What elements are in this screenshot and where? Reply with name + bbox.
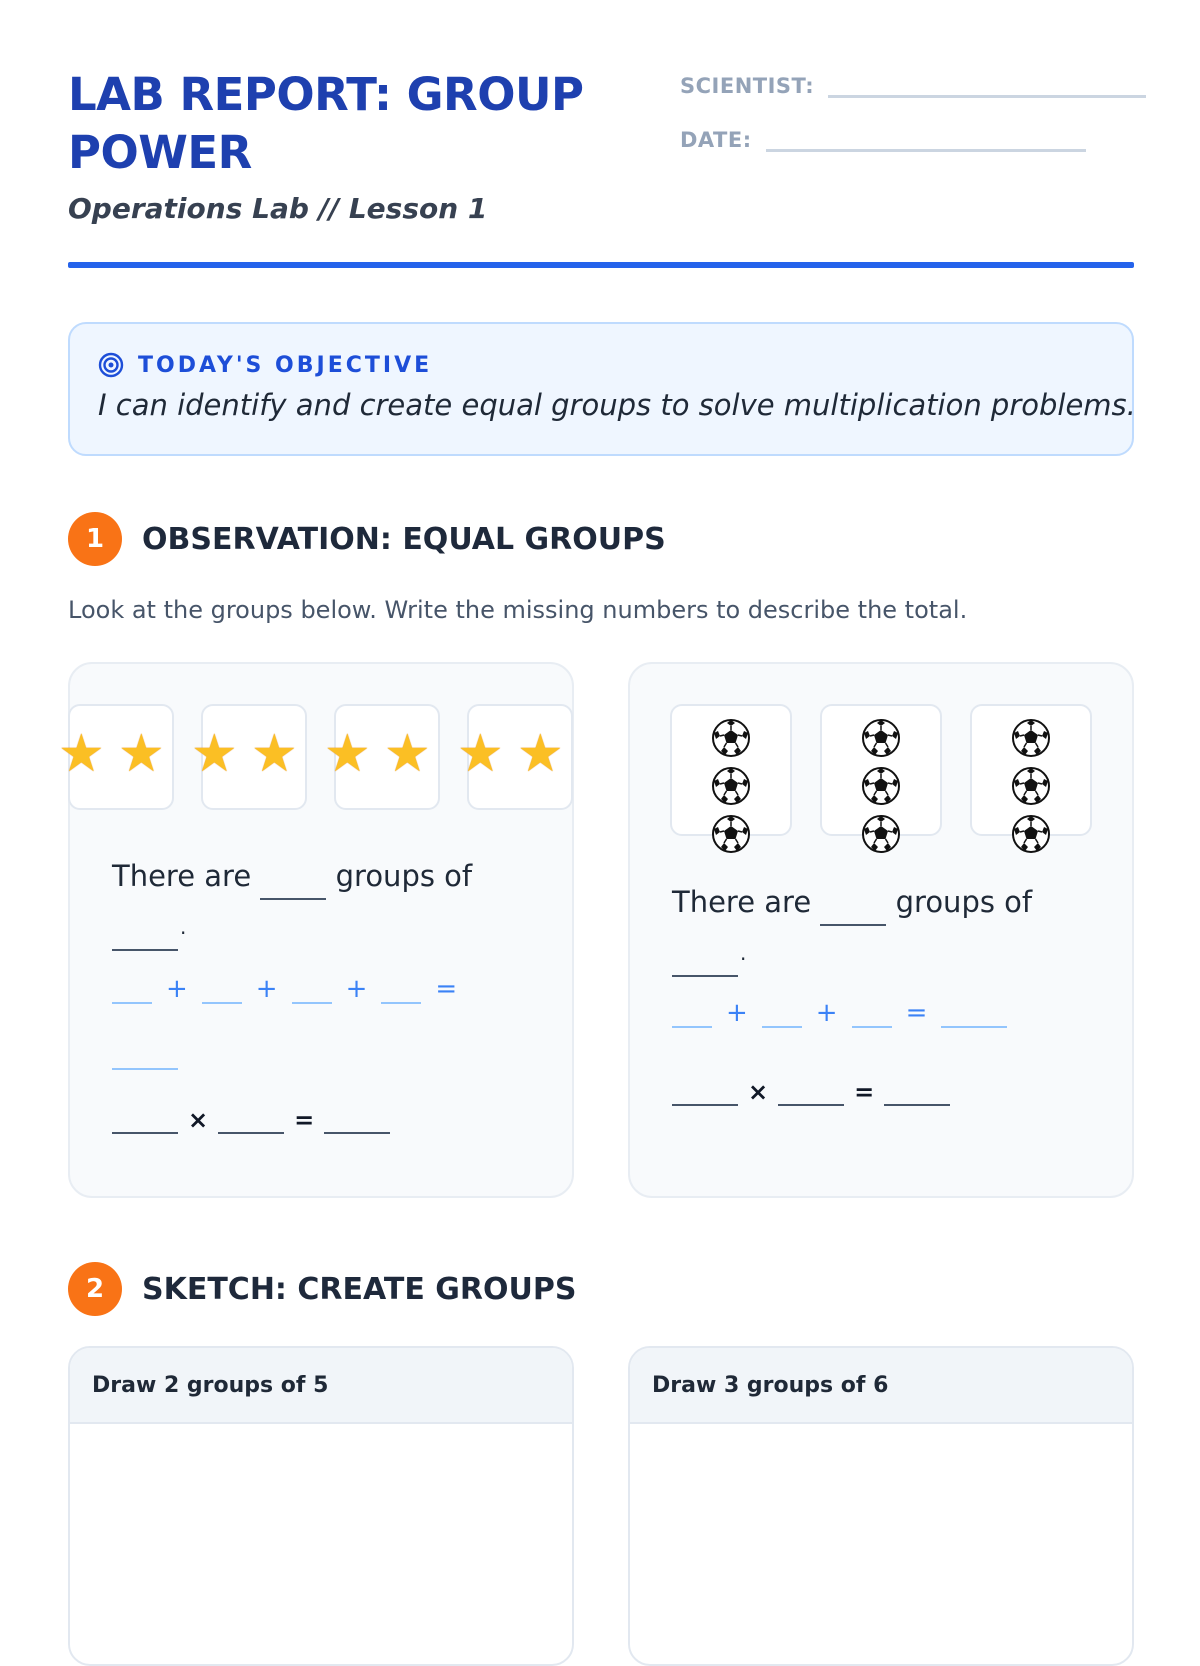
observation-card-balls <box>628 662 1134 1198</box>
plus-sign: + <box>166 974 188 1004</box>
soccer-ball-icon <box>1011 814 1051 854</box>
sketch-box-2 <box>628 1346 1134 1666</box>
star-group-box <box>191 704 307 810</box>
header-rule <box>68 262 1134 268</box>
ball-group-box <box>670 704 792 836</box>
soccer-ball-icon <box>1011 718 1051 758</box>
star-icon: ★ <box>457 724 504 784</box>
plus-sign: + <box>726 998 748 1028</box>
sentence-end: . <box>740 941 747 965</box>
objective-header <box>98 352 432 378</box>
star-icon: ★ <box>384 724 431 784</box>
addend-blank[interactable] <box>672 998 712 1028</box>
addend-blank[interactable] <box>852 998 892 1028</box>
multiplication-row <box>112 1104 390 1134</box>
section-title: SKETCH: CREATE GROUPS <box>142 1271 577 1307</box>
scientist-field <box>680 74 1146 98</box>
scientist-label: SCIENTIST: <box>680 74 815 98</box>
plus-sign: + <box>815 998 838 1028</box>
sum-blank[interactable] <box>941 998 1007 1028</box>
star-icon: ★ <box>517 724 564 784</box>
soccer-ball-icon <box>711 814 751 854</box>
sketch-prompt: Draw 2 groups of 5 <box>70 1348 572 1424</box>
scientist-line[interactable] <box>828 77 1146 98</box>
sentence-end: . <box>180 915 187 939</box>
soccer-ball-icon <box>711 718 751 758</box>
groups-sentence <box>672 878 1092 977</box>
ball-group-box <box>820 704 942 836</box>
multiplication-row <box>672 1076 950 1106</box>
section-1-instructions: Look at the groups below. Write the missing numbers to describe the total. <box>68 596 968 624</box>
factor-blank[interactable] <box>778 1076 844 1106</box>
times-sign: × <box>748 1078 769 1106</box>
star-group-box <box>58 704 174 810</box>
drawing-area[interactable] <box>630 1424 1132 1664</box>
factor-blank[interactable] <box>112 1104 178 1134</box>
sketch-prompt: Draw 3 groups of 6 <box>630 1348 1132 1424</box>
product-blank[interactable] <box>884 1076 950 1106</box>
page-subtitle: Operations Lab // Lesson 1 <box>68 192 488 225</box>
items-per-group-blank[interactable] <box>672 941 738 977</box>
addend-blank[interactable] <box>292 974 332 1004</box>
sentence-prefix: There are <box>112 859 252 893</box>
soccer-ball-icon <box>711 766 751 806</box>
soccer-ball-icon <box>861 766 901 806</box>
items-per-group-blank[interactable] <box>112 915 178 951</box>
equals-sign: = <box>854 1078 875 1106</box>
plus-sign: + <box>345 974 368 1004</box>
sentence-prefix: There are <box>672 885 812 919</box>
equals-sign: = <box>294 1106 315 1134</box>
equals-sign: = <box>435 974 458 1004</box>
date-line[interactable] <box>766 131 1086 152</box>
soccer-ball-icon <box>861 814 901 854</box>
groups-sentence <box>112 852 532 951</box>
drawing-area[interactable] <box>70 1424 572 1664</box>
star-icon: ★ <box>324 724 371 784</box>
sum-blank[interactable] <box>112 1040 178 1070</box>
section-2-header <box>68 1262 576 1316</box>
star-icon: ★ <box>251 724 298 784</box>
product-blank[interactable] <box>324 1104 390 1134</box>
addend-blank[interactable] <box>762 998 802 1028</box>
groups-count-blank[interactable] <box>260 864 326 900</box>
sentence-middle: groups of <box>335 859 473 893</box>
sketch-box-1 <box>68 1346 574 1666</box>
addend-blank[interactable] <box>202 974 242 1004</box>
repeated-addition-row <box>672 998 1092 1028</box>
section-number-badge: 1 <box>68 512 122 566</box>
factor-blank[interactable] <box>672 1076 738 1106</box>
soccer-ball-icon <box>1011 766 1051 806</box>
date-label: DATE: <box>680 128 752 152</box>
star-icon: ★ <box>118 724 165 784</box>
plus-sign: + <box>255 974 278 1004</box>
target-icon <box>98 352 124 378</box>
objective-text: I can identify and create equal groups to solve multiplication problems. <box>98 388 1136 422</box>
addend-blank[interactable] <box>381 974 421 1004</box>
sentence-middle: groups of <box>895 885 1033 919</box>
star-icon: ★ <box>58 724 105 784</box>
repeated-addition-row <box>112 974 532 1070</box>
star-group-box <box>457 704 573 810</box>
addend-blank[interactable] <box>112 974 152 1004</box>
section-number-badge: 2 <box>68 1262 122 1316</box>
factor-blank[interactable] <box>218 1104 284 1134</box>
page-title: LAB REPORT: GROUP POWER <box>68 68 584 179</box>
star-icon: ★ <box>191 724 238 784</box>
section-1-header <box>68 512 666 566</box>
star-group-box <box>324 704 440 810</box>
objective-box <box>68 322 1134 456</box>
soccer-ball-icon <box>861 718 901 758</box>
times-sign: × <box>188 1106 209 1134</box>
objective-label: TODAY'S OBJECTIVE <box>138 352 433 378</box>
groups-count-blank[interactable] <box>820 890 886 926</box>
date-field <box>680 128 1086 152</box>
section-title: OBSERVATION: EQUAL GROUPS <box>142 521 666 557</box>
observation-card-stars <box>58 662 574 1198</box>
ball-group-box <box>970 704 1092 836</box>
equals-sign: = <box>905 998 928 1028</box>
